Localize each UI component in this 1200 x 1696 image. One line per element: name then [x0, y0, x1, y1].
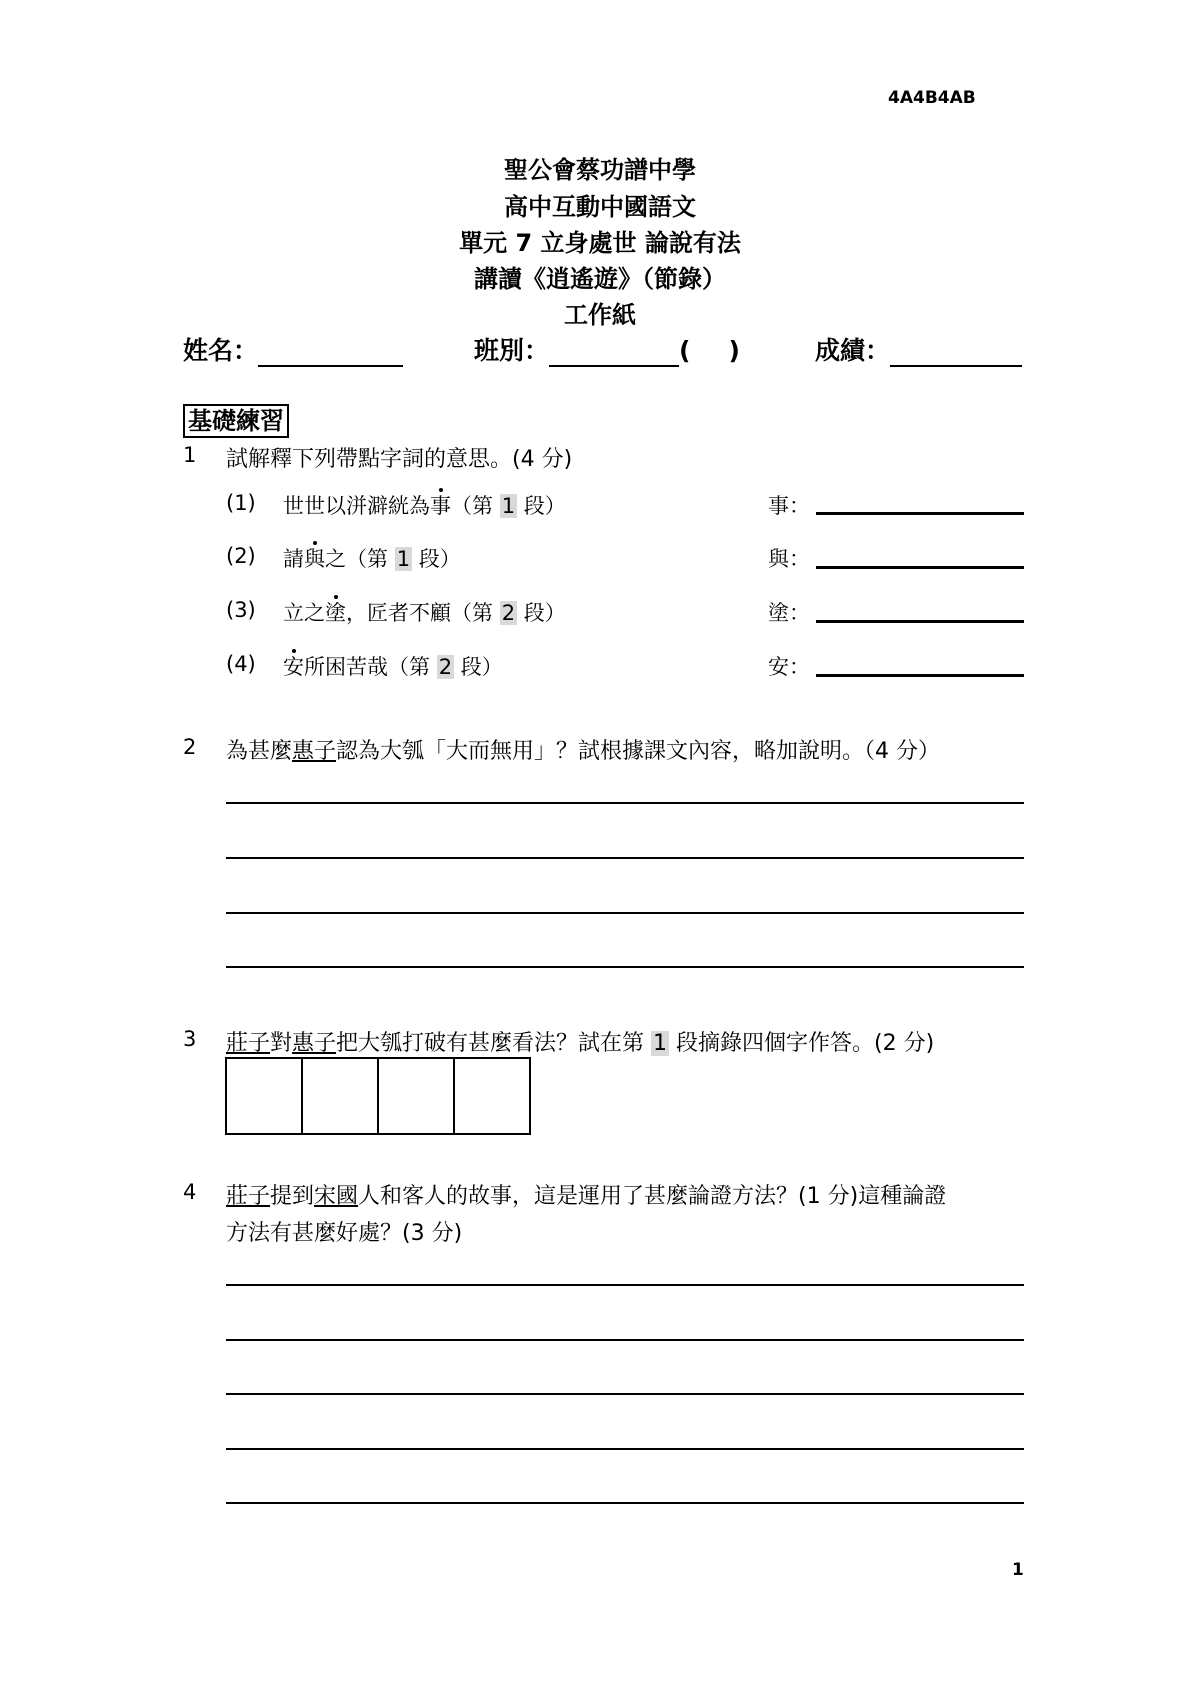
- proper-name: 惠子: [292, 1031, 337, 1056]
- document-code: 4A4B4AB: [888, 88, 976, 108]
- q2-answer-line-2[interactable]: [226, 857, 1024, 859]
- q4-text-line1: 莊子提到宋國人和客人的故事，這是運用了甚麼論證方法？(1 分)這種論證: [226, 1184, 947, 1209]
- answer-box[interactable]: [379, 1059, 455, 1133]
- q1-item2-answer-line[interactable]: [816, 566, 1024, 569]
- lesson-title: 講讀《逍遙遊》（節錄）: [474, 265, 726, 293]
- class-number-open: (: [679, 336, 691, 365]
- paragraph-ref: 2: [438, 655, 453, 679]
- q1-item4-answer-line[interactable]: [816, 674, 1024, 677]
- q4-answer-line-3[interactable]: [226, 1393, 1024, 1395]
- worksheet-label: 工作紙: [564, 301, 636, 329]
- q2-text: 為甚麼惠子認為大瓠「大而無用」？試根據課文內容，略加說明。（4 分）: [226, 739, 941, 764]
- q1-item2-number: (2): [226, 544, 256, 568]
- q4-answer-line-5[interactable]: [226, 1502, 1024, 1504]
- answer-box[interactable]: [303, 1059, 379, 1133]
- name-blank[interactable]: [258, 339, 403, 367]
- q1-number: 1: [183, 443, 197, 467]
- q3-answer-boxes: [225, 1057, 531, 1135]
- class-label: 班別：: [474, 336, 550, 365]
- q2-answer-line-1[interactable]: [226, 802, 1024, 804]
- answer-box[interactable]: [455, 1059, 529, 1133]
- q1-text: 試解釋下列帶點字詞的意思。(4 分): [226, 447, 573, 472]
- q2-answer-line-4[interactable]: [226, 966, 1024, 968]
- q2-answer-line-3[interactable]: [226, 912, 1024, 914]
- paragraph-ref: 1: [396, 547, 411, 571]
- q1-item4-number: (4): [226, 652, 256, 676]
- course-title: 高中互動中國語文: [504, 193, 696, 221]
- proper-name: 惠子: [292, 739, 337, 764]
- q1-item3-text: 立之塗，匠者不顧（第 2 段）: [283, 601, 566, 625]
- proper-name: 莊子: [226, 1184, 271, 1209]
- name-field: [183, 331, 403, 367]
- school-name: 聖公會蔡功譜中學: [504, 156, 696, 184]
- q2-number: 2: [183, 735, 197, 759]
- q1-item1-text: 世世以洴澼絖為事（第 1 段）: [283, 494, 566, 518]
- class-blank[interactable]: [549, 339, 679, 367]
- q4-text-line2: 方法有甚麼好處？(3 分): [226, 1221, 463, 1246]
- class-number-close: ): [728, 336, 740, 365]
- paragraph-ref: 1: [501, 494, 516, 518]
- section-title: 基礎練習: [183, 404, 289, 438]
- dotted-char: 塗: [325, 601, 346, 625]
- q3-text: 莊子對惠子把大瓠打破有甚麼看法？試在第 1 段摘錄四個字作答。(2 分): [226, 1031, 935, 1056]
- score-field: [815, 331, 1022, 367]
- score-label: 成績：: [815, 336, 891, 365]
- answer-box[interactable]: [227, 1059, 303, 1133]
- q4-answer-line-4[interactable]: [226, 1448, 1024, 1450]
- q1-item3-answer-label: 塗：: [768, 601, 810, 625]
- proper-name: 莊子: [226, 1031, 271, 1056]
- q1-item4-text: 安所困苦哉（第 2 段）: [283, 655, 503, 679]
- proper-name: 宋國: [314, 1184, 359, 1209]
- q1-item3-answer-line[interactable]: [816, 620, 1024, 623]
- q1-item2-answer-label: 與：: [768, 547, 810, 571]
- q1-item2-text: 請與之（第 1 段）: [283, 547, 461, 571]
- class-field: [474, 331, 740, 367]
- q4-answer-line-2[interactable]: [226, 1339, 1024, 1341]
- name-label: 姓名：: [183, 336, 259, 365]
- q3-number: 3: [183, 1027, 197, 1051]
- score-blank[interactable]: [890, 339, 1022, 367]
- paragraph-ref: 2: [501, 601, 516, 625]
- unit-title: 單元 7 立身處世 論說有法: [459, 229, 741, 257]
- q4-answer-line-1[interactable]: [226, 1284, 1024, 1286]
- paragraph-ref: 1: [653, 1031, 668, 1056]
- q1-item1-answer-line[interactable]: [816, 512, 1024, 515]
- q1-item4-answer-label: 安：: [768, 655, 810, 679]
- q1-item1-answer-label: 事：: [768, 494, 810, 518]
- dotted-char: 事: [430, 494, 451, 518]
- dotted-char: 安: [283, 655, 304, 679]
- q1-item1-number: (1): [226, 491, 256, 515]
- q1-item3-number: (3): [226, 598, 256, 622]
- dotted-char: 與: [304, 547, 325, 571]
- q4-number: 4: [183, 1180, 197, 1204]
- page-number: 1: [1012, 1560, 1024, 1580]
